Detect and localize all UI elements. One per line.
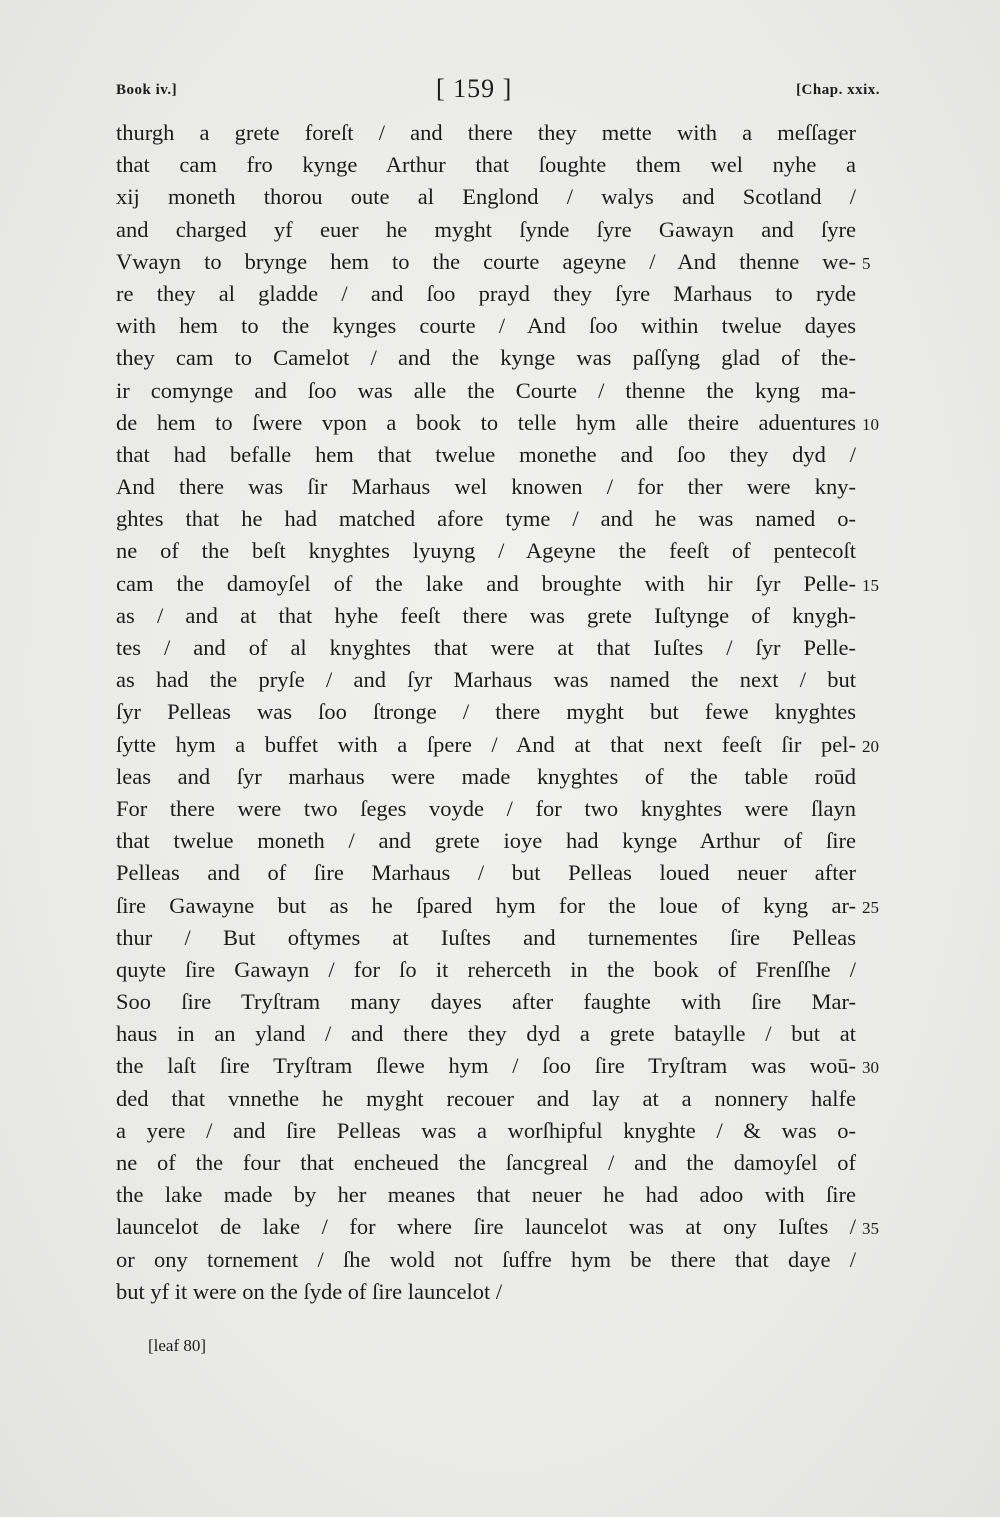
line-number: 15: [862, 575, 879, 595]
text-line: [116, 1050, 879, 1082]
text-line: [116, 696, 856, 728]
line-text: that twelue moneth / and grete ioye had kynge Arthur of ſire: [116, 828, 856, 854]
line-number: 20: [862, 736, 879, 756]
line-text: quyte ſire Gawayn / for ſo it reherceth in the book of Frenſſhe /: [116, 956, 856, 982]
line-text: ded that vnnethe he myght recouer and lay at a nonnery halfe: [116, 1085, 856, 1111]
line-text: re they al gladde / and ſoo prayd they ſyre Marhaus to ryde: [116, 280, 856, 306]
text-line: [116, 278, 856, 310]
text-line: [116, 342, 856, 374]
text-line: [116, 310, 856, 342]
text-line: [116, 954, 856, 986]
text-line: [116, 407, 879, 439]
line-number: 35: [862, 1219, 879, 1239]
text-line: [116, 471, 856, 503]
text-line: [116, 246, 871, 278]
line-text: Vwayn to brynge hem to the courte ageyne / And thenne we-: [116, 248, 856, 274]
text-line: [116, 1018, 856, 1050]
line-text: but yf it were on the ſyde of ſire launcelot /: [116, 1278, 503, 1304]
text-line: [116, 664, 856, 696]
line-text: de hem to ſwere vpon a book to telle hym alle theire aduentures: [116, 409, 856, 435]
page-number: [ 159 ]: [436, 74, 513, 103]
line-text: ghtes that he had matched afore tyme / and he was named o-: [116, 506, 856, 532]
text-line: [116, 535, 856, 567]
line-text: the laſt ſire Tryſtram ſlewe hym / ſoo ſire Tryſtram was woū-: [116, 1053, 856, 1079]
line-text: And there was ſir Marhaus wel knowen / for ther were kny-: [116, 474, 856, 500]
line-text: thurgh a grete foreſt / and there they mette with a meſſager: [116, 120, 856, 145]
line-text: thur / But oftymes at Iuſtes and turnementes ſire Pelleas: [116, 924, 856, 950]
text-line: [116, 761, 856, 793]
line-text: Soo ſire Tryſtram many dayes after faughte with ſire Mar-: [116, 989, 856, 1015]
line-text: tes / and of al knyghtes that were at that Iuſtes / ſyr Pelle-: [116, 635, 856, 660]
text-line: [116, 1083, 856, 1115]
line-text: Pelleas and of ſire Marhaus / but Pelleas loued neuer after: [116, 860, 856, 886]
line-text: that cam fro kynge Arthur that ſoughte them wel nyhe a: [116, 152, 856, 178]
text-line: [116, 1211, 879, 1243]
text-line: [116, 1179, 856, 1211]
text-line: [116, 600, 856, 632]
line-number: 30: [862, 1058, 879, 1078]
line-text: a yere / and ſire Pelleas was a worſhipful knyghte / & was o-: [116, 1117, 856, 1143]
text-line: [116, 793, 856, 825]
line-number: 5: [862, 253, 871, 273]
line-text: as / and at that hyhe feeſt there was grete Iuſtynge of knygh-: [116, 602, 856, 628]
text-body: [116, 117, 879, 1308]
line-text: ir comynge and ſoo was alle the Courte / thenne the kyng ma-: [116, 377, 856, 403]
text-line: [116, 503, 856, 535]
line-number: 10: [862, 414, 879, 434]
line-text: haus in an yland / and there they dyd a grete bataylle / but at: [116, 1021, 856, 1047]
line-text: ſyr Pelleas was ſoo ſtronge / there myght but fewe knyghtes: [116, 699, 856, 725]
text-line: [116, 439, 856, 471]
text-line: [116, 568, 879, 600]
line-number: 25: [862, 897, 879, 917]
leaf-note: [leaf 80]: [148, 1336, 207, 1355]
line-text: leas and ſyr marhaus were made knyghtes of the table roūd: [116, 763, 856, 789]
text-line: [116, 632, 856, 664]
line-text: ſytte hym a buffet with a ſpere / And at that next feeſt ſir pel-: [116, 731, 856, 757]
text-line: [116, 729, 879, 761]
line-text: that had befalle hem that twelue monethe and ſoo they dyd /: [116, 441, 856, 467]
text-line: [116, 1115, 856, 1147]
line-text: ne of the four that encheued the ſancgreal / and the damoyſel of: [116, 1150, 856, 1175]
line-text: or ony tornement / ſhe wold not ſuffre hym be there that daye /: [116, 1246, 856, 1272]
text-line: [116, 922, 856, 954]
text-line: [116, 825, 856, 857]
line-text: ſire Gawayne but as he ſpared hym for the loue of kyng ar-: [116, 892, 856, 918]
line-text: the lake made by her meanes that neuer he had adoo with ſire: [116, 1182, 856, 1208]
running-header: [116, 74, 880, 110]
text-line: [116, 1244, 856, 1276]
text-line: [116, 117, 856, 149]
line-text: and charged yf euer he myght ſynde ſyre Gawayn and ſyre: [116, 216, 856, 242]
line-text: launcelot de lake / for where ſire launcelot was at ony Iuſtes /: [116, 1214, 856, 1240]
text-line: [116, 986, 856, 1018]
text-line: [116, 149, 856, 181]
line-text: ne of the beſt knyghtes lyuyng / Ageyne the feeſt of pentecoſt: [116, 538, 856, 564]
line-text: with hem to the kynges courte / And ſoo within twelue dayes: [116, 313, 856, 339]
text-line: [116, 1147, 856, 1179]
line-text: as had the pryſe / and ſyr Marhaus was named the next / but: [116, 667, 856, 693]
text-line: [116, 375, 856, 407]
text-line: [116, 181, 856, 213]
line-text: they cam to Camelot / and the kynge was paſſyng glad of the-: [116, 345, 856, 371]
chapter-label: [Chap. xxix.: [796, 82, 880, 98]
line-text: cam the damoyſel of the lake and broughte with hir ſyr Pelle-: [116, 570, 856, 596]
text-line: [116, 857, 856, 889]
text-line: [116, 1276, 856, 1308]
text-line: [116, 890, 879, 922]
line-text: xij moneth thorou oute al Englond / walys and Scotland /: [116, 184, 856, 210]
line-text: For there were two ſeges voyde / for two knyghtes were ſlayn: [116, 795, 856, 821]
book-label: Book iv.]: [116, 82, 178, 98]
text-line: [116, 214, 856, 246]
